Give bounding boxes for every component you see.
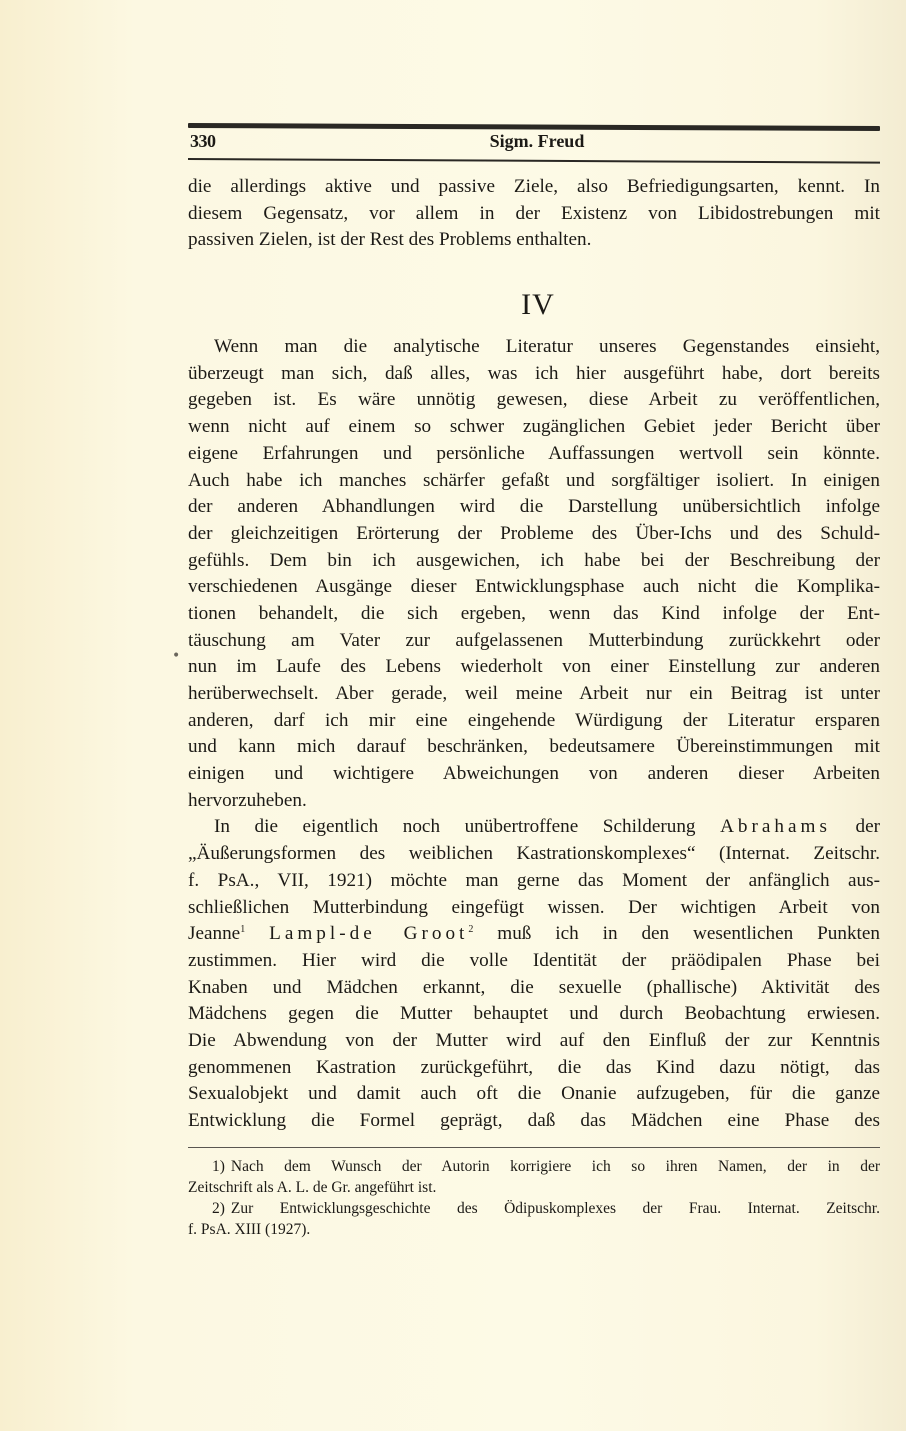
text-line: gefühls. Dem bin ich ausgewichen, ich habe bei der Beschreibung der bbox=[188, 549, 880, 571]
footnote-marker: 1) bbox=[212, 1158, 225, 1175]
text-line: verschiedenen Ausgänge dieser Entwicklungsphase auch nicht die Komplika- bbox=[188, 576, 880, 598]
text-line: die allerdings aktive und passive Ziele, also Befriedigungsarten, kennt. In bbox=[188, 176, 880, 197]
footnote-2 bbox=[188, 1198, 880, 1240]
paragraph-abraham-lampl bbox=[188, 814, 880, 1134]
continuation-paragraph bbox=[188, 174, 880, 254]
text-line: und kann mich darauf beschränken, bedeutsamere Übereinstimmungen mit bbox=[188, 736, 880, 758]
text-line: Entwicklung die Formel geprägt, daß das Mädchen eine Phase des bbox=[188, 1110, 880, 1131]
text-line: Mädchens gegen die Mutter behauptet und durch Beobachtung erwiesen. bbox=[188, 1003, 880, 1025]
text-line: tionen behandelt, die sich ergeben, wenn das Kind infolge der Ent- bbox=[188, 602, 880, 624]
text-line: Wenn man die analytische Literatur unseres Gegenstandes einsieht, bbox=[214, 336, 880, 358]
text-line: gegeben ist. Es wäre unnötig gewesen, diese Arbeit zu veröffentlichen, bbox=[188, 389, 880, 411]
footnote-marker: 2) bbox=[212, 1200, 225, 1217]
text-line bbox=[188, 921, 880, 948]
paragraph-literature-review bbox=[188, 334, 880, 814]
text-line: diesem Gegensatz, vor allem in der Existenz von Libidostrebungen mit bbox=[188, 202, 880, 224]
text-line: überzeugt man sich, daß alles, was ich hier ausgeführt habe, dort bereits bbox=[188, 362, 880, 384]
text-line: der anderen Abhandlungen wird die Darstellung unübersichtlich infolge bbox=[188, 496, 880, 518]
margin-mark: • bbox=[172, 648, 181, 664]
footnote-1 bbox=[188, 1156, 880, 1198]
footnote-line bbox=[188, 1198, 880, 1219]
text-line: genommenen Kastration zurückgeführt, die das Kind dazu nötigt, das bbox=[188, 1056, 880, 1078]
text-segment: In die eigentlich noch unübertroffene Schilderung bbox=[214, 816, 721, 838]
body-text bbox=[188, 174, 880, 1135]
text-line: hervorzuheben. bbox=[188, 789, 307, 811]
text-line: Die Abwendung von der Mutter wird auf den Einfluß der zur Kenntnis bbox=[188, 1029, 880, 1051]
page-header bbox=[188, 131, 878, 155]
footnotes bbox=[188, 1156, 880, 1240]
text-line: herüberwechselt. Aber gerade, weil meine Arbeit nur ein Beitrag ist unter bbox=[188, 683, 880, 704]
text-line: Sexualobjekt und damit auch oft die Onanie aufzugeben, für die ganze bbox=[188, 1083, 880, 1105]
text-line: der gleichzeitigen Erörterung der Probleme des Über-Ichs und des Schuld- bbox=[188, 522, 880, 544]
text-line: Auch habe ich manches schärfer gefaßt und sorgfältiger isoliert. In einigen bbox=[188, 469, 880, 491]
running-head: Sigm. Freud bbox=[489, 131, 585, 151]
text-line: zustimmen. Hier wird die volle Identität der präödipalen Phase bei bbox=[188, 949, 880, 971]
text-line: schließlichen Mutterbindung eingefügt wissen. Der wichtigen Arbeit von bbox=[188, 896, 880, 918]
text-line: „Äußerungsformen des weiblichen Kastrationskomplexes“ (Internat. Zeitschr. bbox=[188, 843, 880, 865]
footnote-ref-2[interactable]: 2 bbox=[468, 924, 474, 936]
text-segment: der bbox=[830, 816, 880, 838]
footnote-text: Nach dem Wunsch der Autorin korrigiere ich so ihren Namen, der in der bbox=[230, 1158, 880, 1175]
text-line: Knaben und Mädchen erkannt, die sexuelle (phallische) Aktivität des bbox=[188, 976, 880, 998]
text-line bbox=[188, 814, 880, 841]
text-line: f. PsA., VII, 1921) möchte man gerne das Moment der anfänglich aus- bbox=[188, 869, 880, 891]
section-heading: IV bbox=[521, 288, 555, 322]
text-line: nun im Laufe des Lebens wiederholt von einer Einstellung zur anderen bbox=[188, 656, 880, 678]
text-line: täuschung am Vater zur aufgelassenen Mutterbindung zurückkehrt oder bbox=[188, 629, 880, 651]
text-line: passiven Zielen, ist der Rest des Problems enthalten. bbox=[188, 229, 592, 251]
text-line: einigen und wichtigere Abweichungen von anderen dieser Arbeiten bbox=[188, 763, 880, 785]
author-name-abraham: Abrahams bbox=[720, 816, 831, 838]
page-number: 330 bbox=[190, 131, 216, 151]
text-segment: Jeanne bbox=[188, 923, 241, 945]
text-line: wenn nicht auf einem so schwer zugänglichen Gebiet jeder Bericht über bbox=[188, 416, 880, 438]
author-name-lampl-de-groot: Lampl-de Groot bbox=[269, 923, 469, 945]
text-segment: muß ich in den wesentlichen Punkten bbox=[473, 923, 880, 945]
footnote-line: Zeitschrift als A. L. de Gr. angeführt ist. bbox=[188, 1179, 437, 1196]
text-line: anderen, darf ich mir eine eingehende Würdigung der Literatur ersparen bbox=[188, 709, 880, 731]
footnote-line bbox=[188, 1156, 880, 1177]
header-rule-thin bbox=[188, 158, 880, 163]
text-line: eigene Erfahrungen und persönliche Auffassungen wertvoll sein könnte. bbox=[188, 442, 880, 464]
footnote-text: Zur Entwicklungsgeschichte des Ödipuskomplexes der Frau. Internat. Zeitschr. bbox=[230, 1200, 880, 1217]
header-rule-thick bbox=[188, 123, 880, 131]
footnote-line: f. PsA. XIII (1927). bbox=[188, 1221, 311, 1238]
footnote-ref-1[interactable]: 1 bbox=[240, 924, 246, 936]
footnote-separator bbox=[188, 1147, 880, 1148]
